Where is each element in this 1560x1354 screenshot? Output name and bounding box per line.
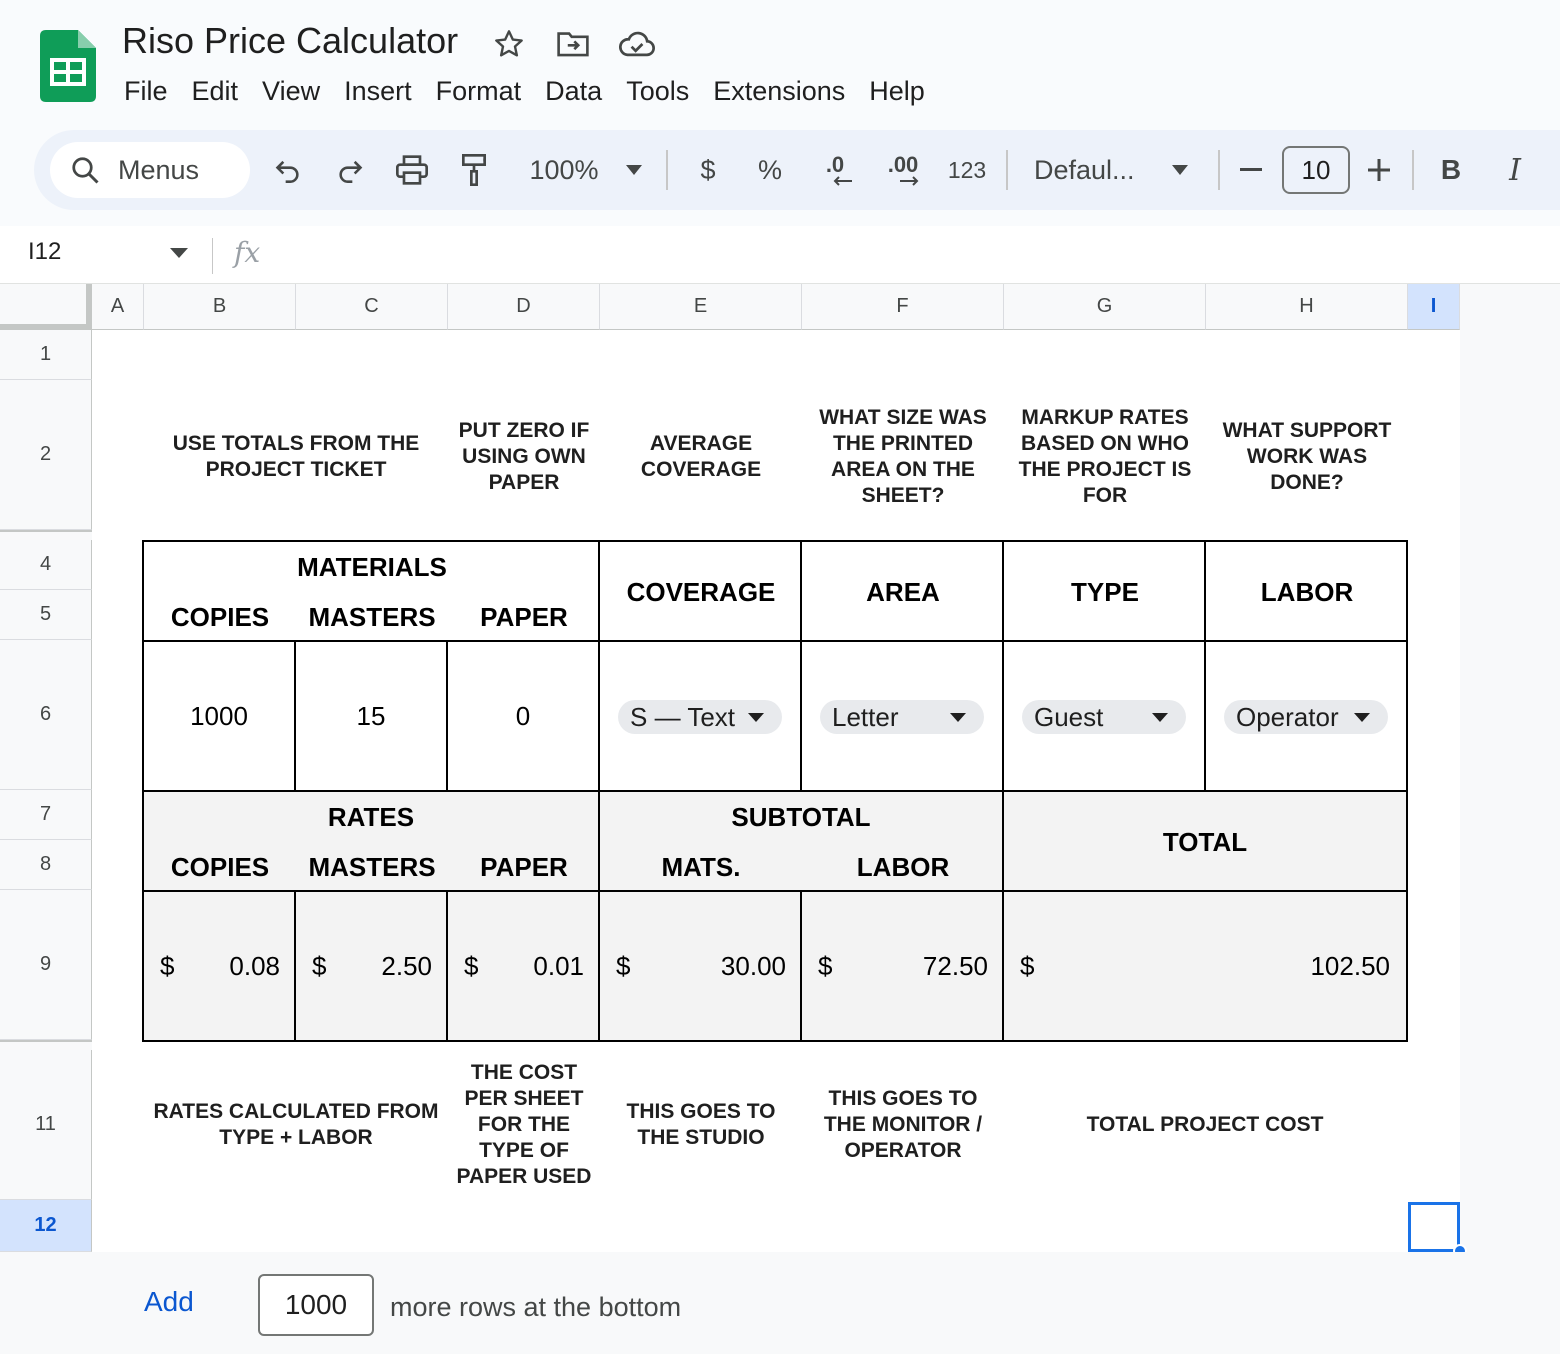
add-rows-bar xyxy=(0,1252,1560,1354)
menu-tools[interactable]: Tools xyxy=(626,76,690,106)
labor-label: LABOR xyxy=(1260,576,1354,607)
row-header-7[interactable]: 7 xyxy=(0,790,92,840)
currency-symbol: $ xyxy=(818,950,833,981)
area-label: AREA xyxy=(866,576,940,607)
name-box-chevron-down-icon[interactable] xyxy=(170,248,188,258)
hidden-row-marker[interactable] xyxy=(0,530,92,538)
rate-paper-label: PAPER xyxy=(480,851,568,882)
undo-icon[interactable] xyxy=(266,142,310,198)
top-header xyxy=(0,0,1560,226)
rate-masters-cell[interactable] xyxy=(296,892,446,1040)
type-value: Guest xyxy=(1034,701,1104,732)
document-title[interactable]: Riso Price Calculator xyxy=(122,20,459,61)
rate-copies-cell[interactable] xyxy=(144,892,294,1040)
currency-format-button[interactable]: $ xyxy=(700,154,716,185)
rate-masters-value: 2.50 xyxy=(381,950,432,981)
arrow-left-icon xyxy=(832,176,852,186)
row-header-11[interactable]: 11 xyxy=(0,1050,92,1200)
paper-input-cell[interactable]: 0 xyxy=(515,700,531,731)
star-icon[interactable] xyxy=(488,26,530,62)
toolbar xyxy=(34,130,1560,210)
add-rows-button[interactable]: Add xyxy=(144,1286,194,1317)
rate-paper-cell[interactable] xyxy=(448,892,598,1040)
area-chevron-down-icon xyxy=(950,713,966,722)
arrow-right-icon xyxy=(900,176,920,186)
copies-input-cell[interactable]: 1000 xyxy=(190,700,248,731)
menu-view[interactable]: View xyxy=(262,76,321,106)
type-label: TYPE xyxy=(1071,576,1139,607)
subtotal-label: SUBTOTAL xyxy=(731,801,871,832)
decrease-decimal-button[interactable] xyxy=(812,142,858,198)
search-icon xyxy=(70,155,100,185)
note-rates-calculated: RATES CALCULATED FROM TYPE + LABOR xyxy=(153,1100,439,1149)
name-box[interactable]: I12 xyxy=(28,238,62,265)
hidden-row-marker[interactable] xyxy=(0,1040,92,1048)
divider xyxy=(598,640,600,792)
rate-copies-value: 0.08 xyxy=(229,950,280,981)
menu-data[interactable]: Data xyxy=(545,76,603,106)
column-header-d[interactable]: D xyxy=(448,284,600,330)
row-header-8[interactable]: 8 xyxy=(0,840,92,890)
menu-insert[interactable]: Insert xyxy=(344,76,412,106)
decrease-font-size-icon[interactable] xyxy=(1234,142,1268,198)
column-header-f[interactable]: F xyxy=(802,284,1004,330)
divider xyxy=(1204,640,1206,792)
select-all-corner[interactable] xyxy=(0,284,92,330)
currency-symbol: $ xyxy=(160,950,175,981)
divider xyxy=(1002,640,1004,792)
coverage-dropdown[interactable] xyxy=(618,700,782,734)
italic-button[interactable]: I xyxy=(1509,152,1521,188)
sheets-logo-icon[interactable] xyxy=(40,30,96,102)
column-header-i[interactable]: I xyxy=(1408,284,1460,330)
rate-paper-value: 0.01 xyxy=(533,950,584,981)
menu-extensions[interactable]: Extensions xyxy=(713,76,846,106)
masters-label: MASTERS xyxy=(308,601,436,632)
menu-help[interactable]: Help xyxy=(869,76,925,106)
increase-font-size-icon[interactable] xyxy=(1362,142,1396,198)
row-header-12[interactable]: 12 xyxy=(0,1200,92,1252)
labor-chevron-down-icon xyxy=(1354,713,1370,722)
menu-edit[interactable]: Edit xyxy=(191,76,239,106)
subtotal-labor-cell[interactable] xyxy=(802,892,1002,1040)
column-header-g[interactable]: G xyxy=(1004,284,1206,330)
increase-decimal-label: .00 xyxy=(887,152,919,177)
move-folder-icon[interactable] xyxy=(552,26,594,62)
menus-search[interactable] xyxy=(50,142,250,198)
mats-label: MATS. xyxy=(661,851,741,882)
note-what-size: WHAT SIZE WAS THE PRINTED AREA ON THE SHEET? xyxy=(819,406,987,507)
decrease-decimal-label: .0 xyxy=(825,152,845,177)
add-rows-count-input[interactable]: 1000 xyxy=(258,1274,374,1336)
zoom-select[interactable]: 100% xyxy=(529,154,599,185)
column-header-e[interactable]: E xyxy=(600,284,802,330)
print-icon[interactable] xyxy=(390,142,434,198)
row-header-9[interactable]: 9 xyxy=(0,890,92,1040)
column-header-b[interactable]: B xyxy=(144,284,296,330)
bold-button[interactable]: B xyxy=(1440,154,1462,185)
font-chevron-down-icon[interactable] xyxy=(1168,142,1192,198)
menu-file[interactable]: File xyxy=(124,76,168,106)
column-header-h[interactable]: H xyxy=(1206,284,1408,330)
subtotal-labor-label: LABOR xyxy=(856,851,950,882)
function-icon: fx xyxy=(234,236,261,269)
area-dropdown[interactable] xyxy=(820,700,984,734)
type-dropdown[interactable] xyxy=(1022,700,1186,734)
note-markup-rates: MARKUP RATES BASED ON WHO THE PROJECT IS FOR xyxy=(1018,406,1192,507)
rate-copies-label: COPIES xyxy=(170,851,270,882)
total-value: 102.50 xyxy=(1310,950,1390,981)
search-label: Menus xyxy=(118,154,200,185)
note-goes-to-studio: THIS GOES TO THE STUDIO xyxy=(626,1100,776,1149)
increase-decimal-button[interactable] xyxy=(878,142,928,198)
total-cell[interactable] xyxy=(1004,892,1406,1040)
more-formats-button[interactable]: 123 xyxy=(947,156,987,183)
redo-icon[interactable] xyxy=(328,142,372,198)
percent-format-button[interactable]: % xyxy=(757,154,782,185)
currency-symbol: $ xyxy=(312,950,327,981)
currency-symbol: $ xyxy=(464,950,479,981)
divider xyxy=(800,640,802,792)
row-header-4[interactable]: 4 xyxy=(0,540,92,590)
labor-dropdown[interactable] xyxy=(1224,700,1388,734)
paint-format-icon[interactable] xyxy=(454,142,494,198)
materials-label: MATERIALS xyxy=(297,551,447,582)
selected-cell-i12[interactable] xyxy=(1408,1202,1460,1252)
row-header-5[interactable]: 5 xyxy=(0,590,92,640)
column-header-a[interactable]: A xyxy=(92,284,144,330)
masters-input-cell[interactable]: 15 xyxy=(356,700,386,731)
column-header-c[interactable]: C xyxy=(296,284,448,330)
subtotal-mats-cell[interactable] xyxy=(600,892,800,1040)
type-chevron-down-icon xyxy=(1152,713,1168,722)
coverage-value: S — Text xyxy=(630,701,736,732)
row-header-1[interactable]: 1 xyxy=(0,330,92,380)
cloud-status-icon[interactable] xyxy=(616,26,658,62)
copies-label: COPIES xyxy=(170,601,270,632)
rates-label: RATES xyxy=(327,801,415,832)
note-total-project-cost: TOTAL PROJECT COST xyxy=(1086,1113,1324,1136)
font-size-input[interactable]: 10 xyxy=(1282,146,1350,194)
note-put-zero: PUT ZERO IF USING OWN PAPER xyxy=(458,419,590,494)
menu-format[interactable]: Format xyxy=(435,76,522,106)
add-rows-label: more rows at the bottom xyxy=(390,1292,682,1322)
subtotal-mats-value: 30.00 xyxy=(720,950,786,981)
note-goes-to-monitor: THIS GOES TO THE MONITOR / OPERATOR xyxy=(823,1087,983,1162)
row-header-6[interactable]: 6 xyxy=(0,640,92,790)
currency-symbol: $ xyxy=(1020,950,1035,981)
menu-bar xyxy=(112,72,937,111)
font-select[interactable]: Defaul... xyxy=(1034,154,1135,185)
note-support-work: WHAT SUPPORT WORK WAS DONE? xyxy=(1222,419,1392,494)
coverage-label: COVERAGE xyxy=(626,576,776,607)
note-use-totals: USE TOTALS FROM THE PROJECT TICKET xyxy=(172,432,420,481)
coverage-chevron-down-icon xyxy=(748,713,764,722)
paper-label: PAPER xyxy=(480,601,568,632)
zoom-chevron-down-icon[interactable] xyxy=(622,142,646,198)
row-header-2[interactable]: 2 xyxy=(0,380,92,530)
rate-masters-label: MASTERS xyxy=(308,851,436,882)
note-cost-per-sheet: THE COST PER SHEET FOR THE TYPE OF PAPER USED xyxy=(456,1061,592,1188)
currency-symbol: $ xyxy=(616,950,631,981)
labor-value: Operator xyxy=(1236,701,1339,732)
total-label: TOTAL xyxy=(1162,826,1248,857)
area-value: Letter xyxy=(832,701,899,732)
subtotal-labor-value: 72.50 xyxy=(922,950,988,981)
note-average-coverage: AVERAGE COVERAGE xyxy=(640,432,762,481)
formula-bar xyxy=(0,226,1560,284)
